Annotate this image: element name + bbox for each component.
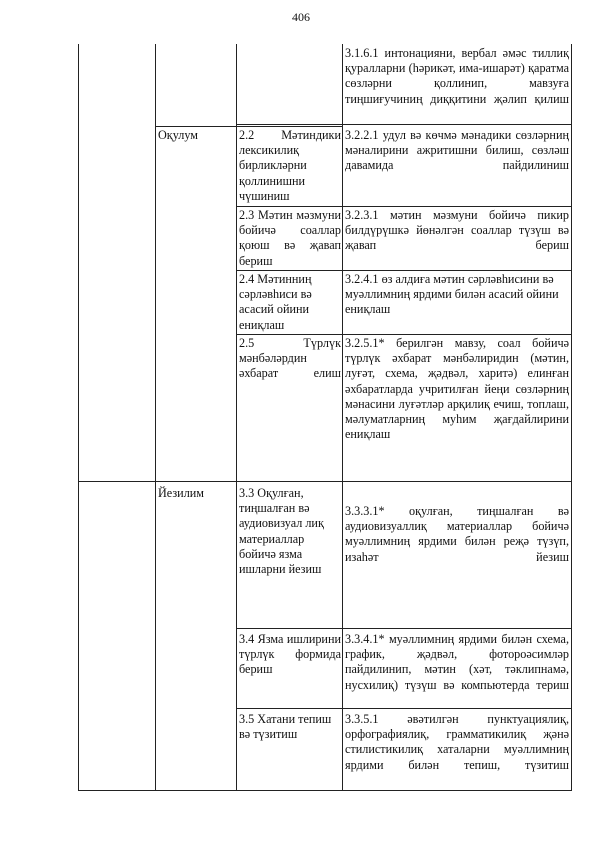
row-border-3 [236, 206, 572, 207]
row-border-7 [236, 628, 572, 629]
table-border-right [571, 44, 572, 791]
table-cell-outcome: 3.3.4.1* муәллимниң ярдими билән схема, график, җәдвәл, фотороәсимләр пайдилинип, мәтин (хәт, тәклипнамә, нусхилиқ) түзүш вә компьютерда териш [345, 632, 569, 692]
table-cell-objective: 3.4 Язма ишлирини түрлүк формида бериш [239, 632, 341, 677]
row-border-4 [236, 270, 572, 271]
table-cell-objective: 3.3 Оқулған, тиңшалған вә аудиовизуал лиқ материаллар бойичә язма ишларни йезиш [239, 486, 324, 577]
table-cell-section: Йезилим [158, 486, 205, 500]
table-cell-objective: 3.5 Хатани тепиш вә түзитиш [239, 712, 332, 742]
row-border-bottom [78, 790, 572, 791]
table-cell-objective: 2.2 Мәтиндики лексикилиқ бирликләрни қоллинишни чүшиниш [239, 128, 341, 203]
table-cell-outcome: 3.2.2.1 удул вә көчмә мәнадики сөзләрниң мәналирини ажритишни билиш, сөзләш давамида пайдилиниш [345, 128, 569, 173]
table-cell-outcome: 3.3.5.1 әвәтилгән пунктуациялиқ, орфографиялиқ, грамматикилиқ җәнә стилистикилиқ хаталарни муәллимниң ярдими билән тепиш, түзитиш [345, 712, 569, 772]
table-cell-outcome: 3.2.3.1 мәтин мәзмуни бойичә пикир билдүрүшкә йөнәлгән соаллар түзүш вә җавап бериш [345, 208, 569, 253]
table-cell-objective: 2.3 Мәтин мәзмуни бойичә соаллар қоюш вә җавап бериш [239, 208, 341, 268]
table-cell-objective: 2.4 Мәтинниң сәрләвһиси вә асасий ойини ениқлаш [239, 272, 312, 332]
table-cell-outcome: 3.3.3.1* оқулған, тиңшалған вә аудиовизуаллиқ материаллар бойичә муәллимниң ярдими билән реҗә түзүп, изаһәт йезиш [345, 504, 569, 564]
table-cell-outcome: 3.1.6.1 интонацияни, вербал әмәс тиллиқ қуралларни (һәрикәт, има-ишарәт) қаратма сөзләрни қоллинип, мавзуға тиңшиғучиниң диққитини җәлип қилиш [345, 46, 569, 106]
table-cell-outcome: 3.2.4.1 өз алдиға мәтин сәрләвһисини вә муәллимниң ярдими билән асасий ойини ениқлаш [345, 272, 559, 317]
row-border-5 [236, 334, 572, 335]
table-border-col3 [342, 44, 343, 791]
table-cell-objective: 2.5 Түрлүк мәнбәләрдин әхбарат елиш [239, 336, 341, 381]
row-border-6 [78, 481, 572, 482]
row-border-1 [236, 124, 572, 125]
row-border-8 [236, 708, 572, 709]
table-border-col2 [236, 44, 237, 791]
page-number: 406 [292, 10, 310, 24]
table-cell-outcome: 3.2.5.1* берилгән мавзу, соал бойичә түрлүк әхбарат мәнбәлиридин (мәтин, луғәт, схема, җәдвәл, харитә) елинған әхбаратларда учритилған йеңи сөзләрниң мәнасини луғәтләр арқилиқ ечиш, топлаш, мәлуматларниң муһим җағдайлирини ениқлаш [345, 336, 569, 442]
table-border-left [78, 44, 79, 791]
row-border-2 [155, 126, 342, 127]
table-cell-section: Оқулум [158, 128, 199, 142]
table-border-col1 [155, 44, 156, 791]
